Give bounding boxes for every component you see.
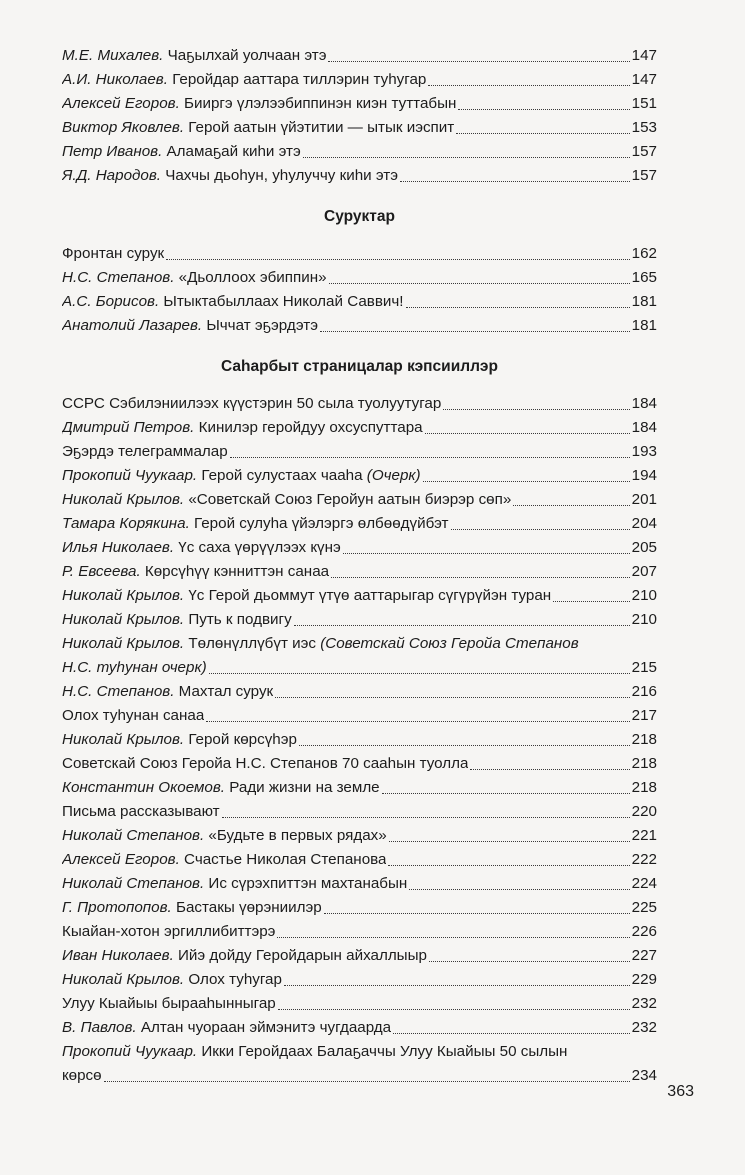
entry-title: Письма рассказывают — [62, 803, 220, 820]
toc-entry — [62, 536, 657, 560]
leader-dots — [382, 793, 630, 794]
toc-entry-multiline — [62, 632, 657, 680]
leader-dots — [470, 769, 629, 770]
entry-page: 226 — [631, 923, 657, 940]
toc-entry — [62, 116, 657, 140]
entry-title: Бииргэ үлэлээбиппинэн киэн туттабын — [179, 95, 457, 112]
entry-title: Чаҕылхай уолчаан этэ — [163, 47, 327, 64]
toc-entry — [62, 1016, 657, 1040]
toc-entry — [62, 488, 657, 512]
entry-title: Герой сулуһа үйэлэргэ өлбөөдүйбэт — [189, 515, 449, 532]
entry-title: «Советскай Союз Геройун аатын биэрэр сөп» — [184, 491, 512, 508]
entry-page: 216 — [631, 683, 657, 700]
entry-author: Иван Николаев. — [62, 947, 174, 964]
toc-entry — [62, 512, 657, 536]
entry-title: ССРС Сэбилэниилээх күүстэрин 50 сыла туолуутугар — [62, 395, 442, 412]
leader-dots — [284, 985, 630, 986]
leader-dots — [553, 601, 630, 602]
entry-title: Төлөнүллүбүт иэс — [184, 635, 321, 652]
toc-entry — [62, 608, 657, 632]
entry-author: Николай Крылов. — [62, 731, 185, 748]
leader-dots — [329, 283, 630, 284]
leader-dots — [277, 937, 629, 938]
leader-dots — [429, 961, 630, 962]
entry-title: Бастакы үөрэниилэр — [171, 899, 322, 916]
entry-page: 217 — [631, 707, 657, 724]
entry-title: Ыччат эҕэрдэтэ — [202, 317, 318, 334]
entry-author: В. Павлов. — [62, 1019, 137, 1036]
entry-page: 181 — [631, 317, 657, 334]
toc-entry — [62, 560, 657, 584]
entry-title: Кинилэр геройдуу охсуспуттара — [194, 419, 423, 436]
toc-entry — [62, 752, 657, 776]
entry-title: Фронтан сурук — [62, 245, 165, 262]
entry-title: Икки Геройдаах Балаҕаччы Улуу Кыайыы 50 сылын — [197, 1043, 568, 1060]
leader-dots — [275, 697, 629, 698]
leader-dots — [324, 913, 630, 914]
toc-entry — [62, 440, 657, 464]
toc-entry — [62, 242, 657, 266]
entry-author: Константин Окоемов. — [62, 779, 226, 796]
entry-title: Ытыктабыллаах Николай Саввич! — [159, 293, 404, 310]
entry-author: Николай Крылов. — [62, 971, 185, 988]
entry-page: 157 — [631, 143, 657, 160]
entry-author: М.Е. Михалев. — [62, 47, 164, 64]
entry-title-cont: көрсө — [62, 1067, 102, 1084]
toc-entry — [62, 728, 657, 752]
toc-entry — [62, 776, 657, 800]
entry-title: Чахчы дьоһун, уһулуччу киһи этэ — [161, 167, 398, 184]
leader-dots — [328, 61, 629, 62]
page-number: 363 — [667, 1083, 694, 1100]
toc-entry — [62, 314, 657, 338]
leader-dots — [320, 331, 630, 332]
entry-page: 218 — [631, 755, 657, 772]
entry-title: Ийэ дойду Геройдарын айхаллыыр — [173, 947, 427, 964]
toc-entry — [62, 92, 657, 116]
entry-page: 151 — [631, 95, 657, 112]
toc-entry — [62, 824, 657, 848]
entry-page: 218 — [631, 731, 657, 748]
leader-dots — [409, 889, 629, 890]
table-of-contents — [62, 44, 657, 1088]
leader-dots — [294, 625, 630, 626]
entry-page: 210 — [631, 587, 657, 604]
entry-title-italic: (Очерк) — [366, 467, 421, 484]
entry-title: Счастье Николая Степанова — [179, 851, 387, 868]
entry-page: 181 — [631, 293, 657, 310]
entry-title-italic: (Советскай Союз Геройа Степанов — [320, 635, 579, 652]
entry-title: Үс саха үөрүүлээх күнэ — [174, 539, 341, 556]
entry-title: Герой көрсүһэр — [184, 731, 297, 748]
leader-dots — [458, 109, 629, 110]
entry-author: А.С. Борисов. — [62, 293, 160, 310]
toc-entry — [62, 704, 657, 728]
entry-author: Алексей Егоров. — [62, 851, 180, 868]
toc-entry — [62, 584, 657, 608]
entry-page: 225 — [631, 899, 657, 916]
entry-page: 184 — [631, 419, 657, 436]
entry-title: Герой аатын үйэтитии — ытык иэспит — [184, 119, 455, 136]
entry-title: Кыайан-хотон эргиллибиттэрэ — [62, 923, 276, 940]
leader-dots — [443, 409, 629, 410]
entry-author: Виктор Яковлев. — [62, 119, 185, 136]
toc-entry — [62, 968, 657, 992]
entry-title: Олох туһугар — [184, 971, 282, 988]
entry-author: Николай Крылов. — [62, 587, 185, 604]
entry-title: Ис сүрэхпиттэн махтанабын — [204, 875, 408, 892]
toc-entry — [62, 944, 657, 968]
entry-page: 220 — [631, 803, 657, 820]
leader-dots — [406, 307, 630, 308]
entry-page: 227 — [631, 947, 657, 964]
entry-page: 162 — [631, 245, 657, 262]
entry-author: Илья Николаев. — [62, 539, 175, 556]
leader-dots — [456, 133, 629, 134]
entry-page: 207 — [631, 563, 657, 580]
toc-entry — [62, 140, 657, 164]
entry-author: А.И. Николаев. — [62, 71, 168, 88]
entry-author: Прокопий Чуукаар. — [62, 1043, 198, 1060]
entry-author: Н.С. Степанов. — [62, 683, 175, 700]
entry-author: Николай Крылов. — [62, 635, 185, 652]
entry-author: Анатолий Лазарев. — [62, 317, 203, 334]
toc-entry — [62, 266, 657, 290]
leader-dots — [428, 85, 629, 86]
entry-title: «Будьте в первых рядах» — [204, 827, 387, 844]
entry-author: Николай Степанов. — [62, 827, 205, 844]
section-title-yellowed-pages: Саһарбыт страницалар кэпсииллэр — [221, 358, 498, 375]
toc-entry — [62, 68, 657, 92]
leader-dots — [393, 1033, 630, 1034]
entry-page: 210 — [631, 611, 657, 628]
toc-entry — [62, 164, 657, 188]
entry-title: Алтан чуораан эймэнитэ чугдаарда — [136, 1019, 392, 1036]
entry-page: 204 — [631, 515, 657, 532]
entry-page: 232 — [631, 995, 657, 1012]
entry-author: Н.С. Степанов. — [62, 269, 175, 286]
entry-title: Путь к подвигу — [184, 611, 292, 628]
leader-dots — [206, 721, 629, 722]
leader-dots — [303, 157, 630, 158]
leader-dots — [513, 505, 629, 506]
entry-title: Геройдар ааттара тиллэрин туһугар — [167, 71, 427, 88]
leader-dots — [166, 259, 629, 260]
entry-page: 201 — [631, 491, 657, 508]
leader-dots — [299, 745, 630, 746]
entry-page: 229 — [631, 971, 657, 988]
entry-page: 222 — [631, 851, 657, 868]
leader-dots — [425, 433, 630, 434]
entry-title: Аламаҕай киһи этэ — [162, 143, 301, 160]
toc-group-letters — [62, 242, 657, 338]
leader-dots — [230, 457, 630, 458]
entry-page: 193 — [631, 443, 657, 460]
toc-entry-last — [62, 1040, 657, 1088]
entry-author: Прокопий Чуукаар. — [62, 467, 198, 484]
entry-author: Г. Протопопов. — [62, 899, 172, 916]
toc-entry — [62, 290, 657, 314]
entry-page: 234 — [631, 1067, 657, 1084]
toc-entry — [62, 680, 657, 704]
entry-page: 194 — [631, 467, 657, 484]
entry-author: Петр Иванов. — [62, 143, 163, 160]
toc-group-pages-b — [62, 680, 657, 1040]
entry-page: 147 — [631, 71, 657, 88]
entry-page: 215 — [631, 659, 657, 676]
entry-page: 221 — [631, 827, 657, 844]
leader-dots — [331, 577, 630, 578]
entry-title: «Дьоллоох эбиппин» — [174, 269, 327, 286]
toc-entry — [62, 848, 657, 872]
entry-author: Р. Евсеева. — [62, 563, 141, 580]
toc-entry — [62, 416, 657, 440]
entry-page: 147 — [631, 47, 657, 64]
toc-entry — [62, 896, 657, 920]
leader-dots — [400, 181, 630, 182]
leader-dots — [388, 865, 629, 866]
leader-dots — [104, 1081, 630, 1082]
entry-page: 205 — [631, 539, 657, 556]
entry-title: Олох туһунан санаа — [62, 707, 205, 724]
entry-author: Алексей Егоров. — [62, 95, 180, 112]
entry-page: 157 — [631, 167, 657, 184]
entry-page: 165 — [631, 269, 657, 286]
entry-page: 218 — [631, 779, 657, 796]
toc-entry — [62, 464, 657, 488]
entry-page: 232 — [631, 1019, 657, 1036]
section-title-letters: Суруктар — [324, 208, 395, 225]
entry-author: Николай Крылов. — [62, 491, 185, 508]
leader-dots — [278, 1009, 630, 1010]
entry-title: Үс Герой дьоммут үтүө ааттарыгар сүгүрүйэн туран — [184, 587, 552, 604]
entry-title: Ради жизни на земле — [225, 779, 380, 796]
toc-entry — [62, 44, 657, 68]
entry-page: 224 — [631, 875, 657, 892]
entry-title: Герой сулустаах чааһа — [197, 467, 367, 484]
toc-entry — [62, 920, 657, 944]
entry-author: Николай Степанов. — [62, 875, 205, 892]
leader-dots — [451, 529, 630, 530]
entry-title: Советскай Союз Геройа Н.С. Степанов 70 сааһын туолла — [62, 755, 469, 772]
entry-title: Улуу Кыайыы бырааһынныгар — [62, 995, 276, 1012]
entry-author: Дмитрий Петров. — [62, 419, 195, 436]
entry-author: Николай Крылов. — [62, 611, 185, 628]
entry-author: Я.Д. Народов. — [62, 167, 162, 184]
entry-title: Көрсүһүү кэнниттэн санаа — [140, 563, 330, 580]
entry-page: 184 — [631, 395, 657, 412]
leader-dots — [209, 673, 630, 674]
entry-page: 153 — [631, 119, 657, 136]
leader-dots — [389, 841, 630, 842]
entry-author: Тамара Корякина. — [62, 515, 190, 532]
toc-group-memories — [62, 44, 657, 188]
toc-group-pages-a — [62, 392, 657, 632]
entry-title-italic-cont: Н.С. туһунан очерк) — [62, 659, 207, 676]
toc-entry — [62, 992, 657, 1016]
toc-entry — [62, 800, 657, 824]
leader-dots — [222, 817, 630, 818]
leader-dots — [423, 481, 630, 482]
entry-title: Эҕэрдэ телеграммалар — [62, 443, 228, 460]
toc-entry — [62, 392, 657, 416]
leader-dots — [343, 553, 630, 554]
toc-entry — [62, 872, 657, 896]
entry-title: Махтал сурук — [174, 683, 274, 700]
